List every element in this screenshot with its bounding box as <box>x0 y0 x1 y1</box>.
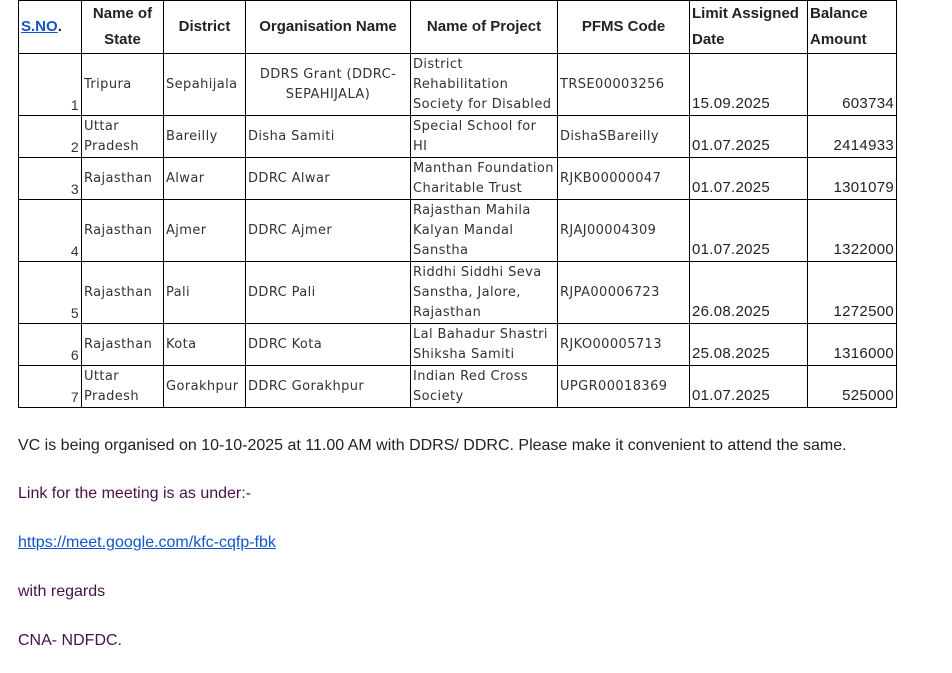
cell-organisation: DDRC Pali <box>246 262 411 324</box>
cell-sno: 2 <box>19 116 82 158</box>
cell-limit-date: 15.09.2025 <box>690 54 808 116</box>
cell-organisation: DDRC Gorakhpur <box>246 366 411 408</box>
vc-notice: VC is being organised on 10-10-2025 at 11.00 AM with DDRS/ DDRC. Please make it convenient to attend the same. <box>18 437 847 454</box>
cell-district: Pali <box>164 262 246 324</box>
cell-limit-date: 25.08.2025 <box>690 324 808 366</box>
cell-pfms-code: RJPA00006723 <box>558 262 690 324</box>
cell-balance-amount: 525000 <box>808 366 897 408</box>
cell-balance-amount: 2414933 <box>808 116 897 158</box>
cell-organisation: DDRC Alwar <box>246 158 411 200</box>
link-intro: Link for the meeting is as under:- <box>18 485 252 502</box>
cell-sno: 1 <box>19 54 82 116</box>
header-state: Name of State <box>82 1 164 54</box>
cell-limit-date: 01.07.2025 <box>690 366 808 408</box>
cell-pfms-code: DishaSBareilly <box>558 116 690 158</box>
header-district: District <box>164 1 246 54</box>
cell-project: Manthan Foundation Charitable Trust <box>411 158 558 200</box>
cell-state: Rajasthan <box>82 158 164 200</box>
cell-project: Rajasthan Mahila Kalyan Mandal Sanstha <box>411 200 558 262</box>
header-organisation: Organisation Name <box>246 1 411 54</box>
header-project: Name of Project <box>411 1 558 54</box>
table-row <box>19 158 897 200</box>
cell-balance-amount: 1316000 <box>808 324 897 366</box>
cell-project: Indian Red Cross Society <box>411 366 558 408</box>
cell-balance-amount: 1322000 <box>808 200 897 262</box>
table-row <box>19 324 897 366</box>
regards-text: with regards <box>18 583 106 600</box>
cell-limit-date: 01.07.2025 <box>690 200 808 262</box>
cell-pfms-code: RJAJ00004309 <box>558 200 690 262</box>
cell-state: Rajasthan <box>82 200 164 262</box>
cell-district: Bareilly <box>164 116 246 158</box>
cell-state: Uttar Pradesh <box>82 116 164 158</box>
cell-organisation: DDRS Grant (DDRC-SEPAHIJALA) <box>246 54 411 116</box>
sno-link[interactable]: S.NO <box>21 18 58 35</box>
cell-project: District Rehabilitation Society for Disabled <box>411 54 558 116</box>
cell-state: Rajasthan <box>82 324 164 366</box>
cell-balance-amount: 1272500 <box>808 262 897 324</box>
cell-state: Rajasthan <box>82 262 164 324</box>
cell-organisation: Disha Samiti <box>246 116 411 158</box>
cell-sno: 6 <box>19 324 82 366</box>
cell-pfms-code: RJKB00000047 <box>558 158 690 200</box>
cell-sno: 4 <box>19 200 82 262</box>
table-header-row <box>19 1 897 54</box>
table-row <box>19 54 897 116</box>
cell-project: Lal Bahadur Shastri Shiksha Samiti <box>411 324 558 366</box>
cell-balance-amount: 1301079 <box>808 158 897 200</box>
header-limit-date: Limit Assigned Date <box>690 1 808 54</box>
sno-suffix: . <box>57 18 62 35</box>
cell-sno: 3 <box>19 158 82 200</box>
cell-district: Gorakhpur <box>164 366 246 408</box>
cell-organisation: DDRC Kota <box>246 324 411 366</box>
cell-project: Special School for HI <box>411 116 558 158</box>
cell-project: Riddhi Siddhi Seva Sanstha, Jalore, Rajasthan <box>411 262 558 324</box>
cell-district: Alwar <box>164 158 246 200</box>
table-row <box>19 116 897 158</box>
table-row <box>19 262 897 324</box>
header-sno <box>19 1 82 54</box>
cell-sno: 7 <box>19 366 82 408</box>
signature: CNA- NDFDC. <box>18 632 122 649</box>
table-row <box>19 366 897 408</box>
cell-limit-date: 26.08.2025 <box>690 262 808 324</box>
meeting-link[interactable]: https://meet.google.com/kfc-cqfp-fbk <box>18 534 276 551</box>
cell-pfms-code: UPGR00018369 <box>558 366 690 408</box>
cell-sno: 5 <box>19 262 82 324</box>
cell-pfms-code: RJKO00005713 <box>558 324 690 366</box>
cell-district: Ajmer <box>164 200 246 262</box>
cell-state: Uttar Pradesh <box>82 366 164 408</box>
cell-state: Tripura <box>82 54 164 116</box>
cell-pfms-code: TRSE00003256 <box>558 54 690 116</box>
table-row <box>19 200 897 262</box>
header-balance-amount: Balance Amount <box>808 1 897 54</box>
cell-district: Sepahijala <box>164 54 246 116</box>
cell-limit-date: 01.07.2025 <box>690 158 808 200</box>
header-pfms-code: PFMS Code <box>558 1 690 54</box>
project-balance-table <box>18 0 897 408</box>
cell-organisation: DDRC Ajmer <box>246 200 411 262</box>
cell-district: Kota <box>164 324 246 366</box>
cell-limit-date: 01.07.2025 <box>690 116 808 158</box>
cell-balance-amount: 603734 <box>808 54 897 116</box>
